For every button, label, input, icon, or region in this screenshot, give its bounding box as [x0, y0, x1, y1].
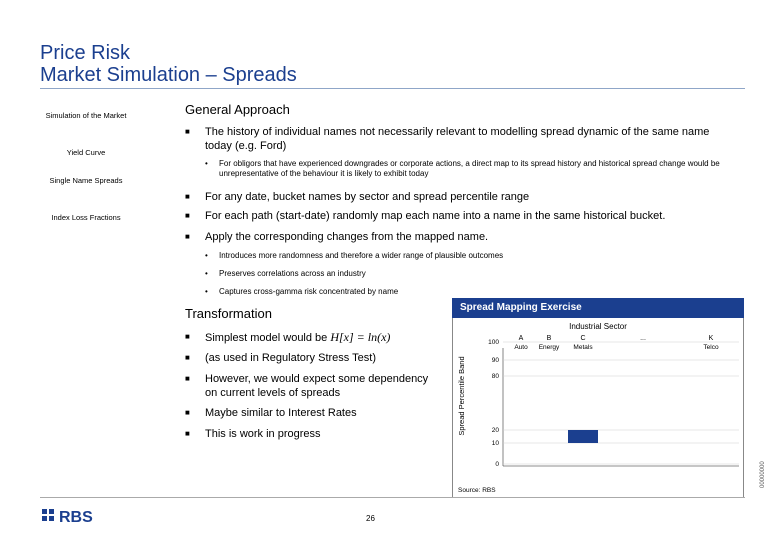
sidebar-item-index-loss-fractions[interactable]: Index Loss Fractions	[51, 213, 121, 222]
chart-xlabel: Industrial Sector	[569, 322, 627, 331]
y-tick-label: 80	[491, 373, 499, 380]
document-id: 00000000	[760, 461, 766, 488]
page-number: 26	[366, 514, 375, 523]
title-divider	[40, 88, 745, 89]
x-category-name: Telco	[703, 344, 719, 351]
bullet-square-icon: ■	[185, 192, 190, 201]
logo-text: RBS	[59, 509, 93, 526]
bullet-dot-icon: •	[205, 159, 208, 168]
bullet-square-icon: ■	[185, 232, 190, 241]
chart-ylabel: Spread Percentile Band	[457, 356, 466, 436]
bullet-square-icon: ■	[185, 374, 190, 383]
bullet-square-icon: ■	[185, 127, 190, 136]
y-tick-label: 0	[495, 461, 499, 468]
sidebar-item-yield-curve[interactable]: Yield Curve	[66, 148, 106, 157]
bullet-dot-icon: •	[205, 269, 208, 278]
highlighted-cell	[568, 430, 598, 443]
panel-title: Spread Mapping Exercise	[452, 298, 744, 318]
x-category-letter: ...	[640, 335, 646, 342]
spread-mapping-panel	[452, 298, 744, 498]
rbs-logo	[40, 506, 120, 526]
y-tick-label: 10	[491, 440, 499, 447]
bullet-square-icon: ■	[185, 408, 190, 417]
panel-body	[452, 318, 744, 498]
x-category-letter: K	[708, 335, 714, 342]
y-tick-label: 20	[491, 427, 499, 434]
transformation-heading: Transformation	[185, 306, 272, 321]
x-category-letter: A	[518, 335, 524, 342]
general-approach-heading: General Approach	[185, 102, 290, 117]
x-category-name: Energy	[538, 344, 560, 351]
sidebar-item-single-name-spreads[interactable]: Single Name Spreads	[49, 176, 123, 185]
y-tick-label: 100	[488, 339, 499, 346]
x-category-name: Metals	[573, 344, 593, 351]
bullet-square-icon: ■	[185, 211, 190, 220]
x-category-letter: B	[546, 335, 552, 342]
x-category-name: Auto	[514, 344, 528, 351]
footer-divider	[40, 497, 745, 498]
rbs-logo-icon	[40, 506, 120, 526]
bullet-square-icon: ■	[185, 353, 190, 362]
bullet-dot-icon: •	[205, 287, 208, 296]
bullet-square-icon: ■	[185, 332, 190, 341]
bullet-square-icon: ■	[185, 429, 190, 438]
formula: H[x] = ln(x)	[330, 330, 391, 344]
title-line-2: Market Simulation – Spreads	[40, 64, 297, 86]
bullet-dot-icon: •	[205, 251, 208, 260]
chart-source: Source: RBS	[458, 487, 496, 494]
page-title	[40, 42, 297, 86]
spread-mapping-chart	[453, 318, 743, 498]
title-line-1: Price Risk	[40, 42, 131, 64]
sidebar-item-simulation-of-market[interactable]: Simulation of the Market	[45, 111, 127, 120]
y-tick-label: 90	[491, 357, 499, 364]
x-category-letter: C	[580, 335, 586, 342]
